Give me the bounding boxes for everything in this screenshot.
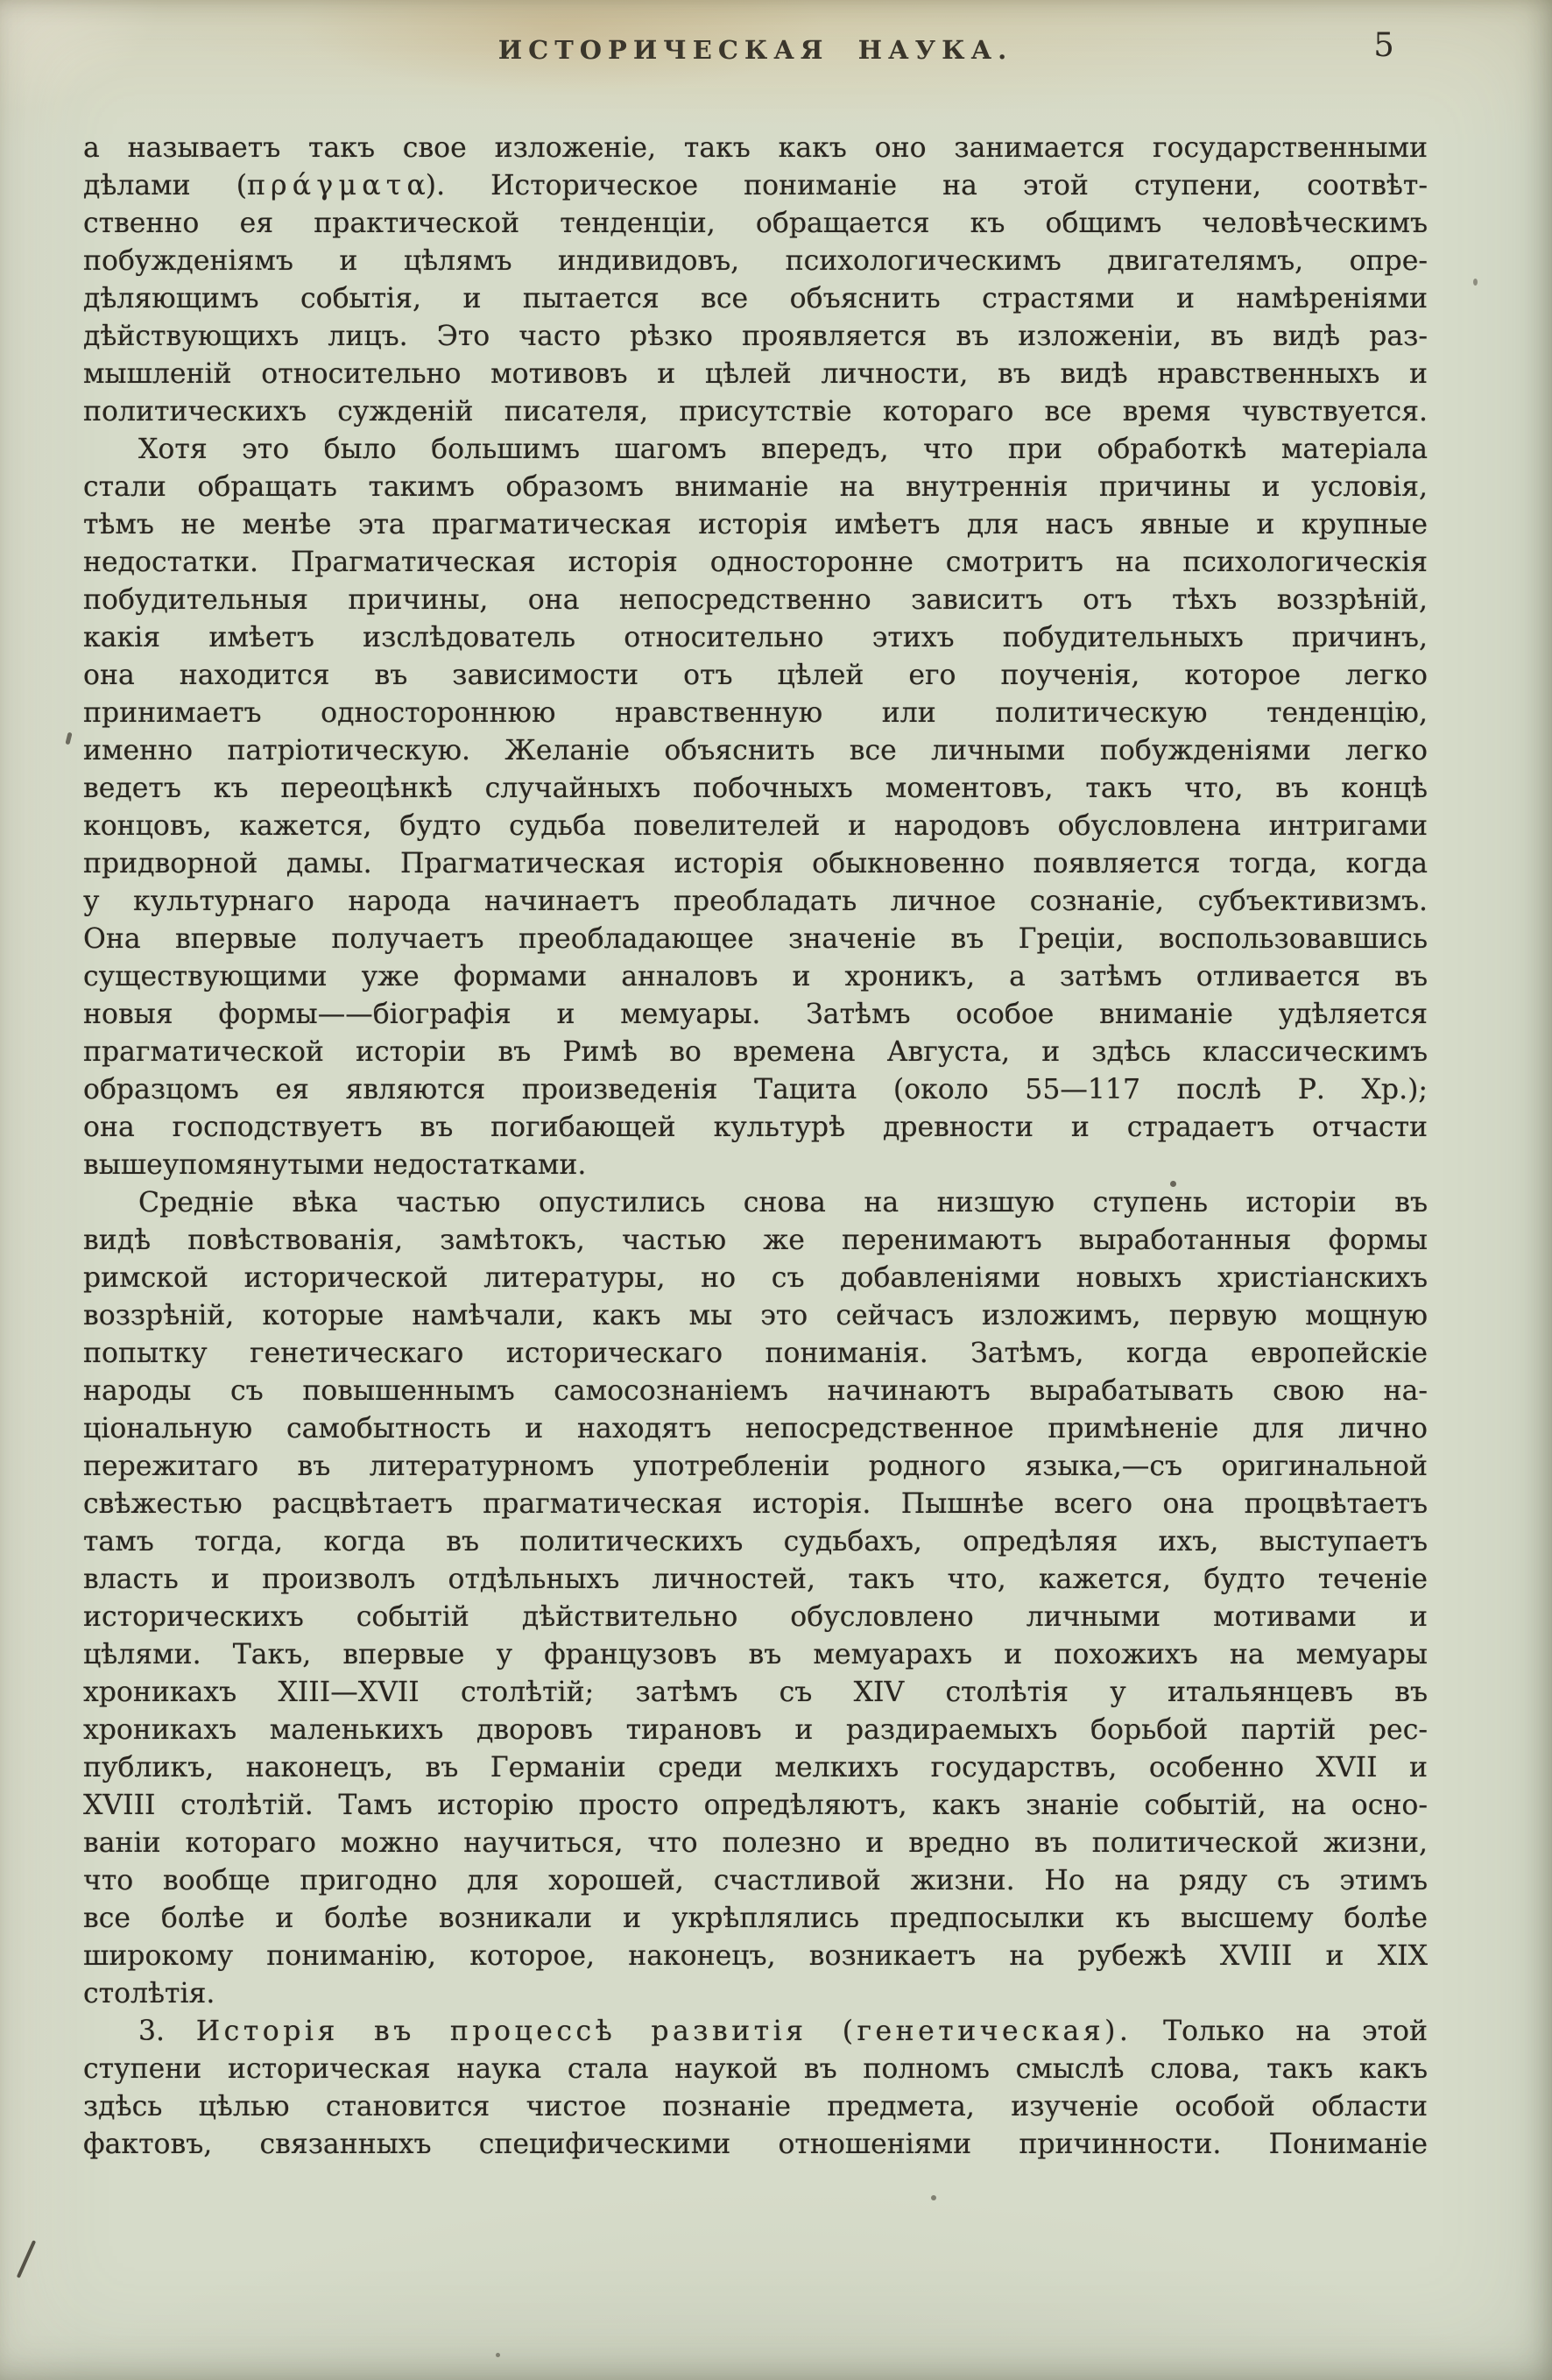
text-line: дѣйствующихъ лицъ. Это часто рѣзко проявляется въ изложеніи, въ видѣ раз- [83, 321, 1428, 352]
text-line: столѣтія. [83, 1978, 215, 2009]
text-line: принимаетъ одностороннюю нравственную или политическую тенденцію, [83, 697, 1428, 729]
text-line: мышленій относительно мотивовъ и цѣлей личности, въ видѣ нравственныхъ и [83, 358, 1428, 390]
text-line: хроникахъ XIII—XVII столѣтій; затѣмъ съ XIV столѣтія у итальянцевъ въ [83, 1677, 1428, 1708]
text-line: существующими уже формами анналовъ и хроникъ, а затѣмъ отливается въ [83, 961, 1428, 992]
text-line: ведетъ къ переоцѣнкѣ случайныхъ побочныхъ моментовъ, такъ что, въ концѣ [83, 773, 1428, 804]
paper-speck [931, 2195, 936, 2200]
text-line: цѣлями. Такъ, впервые у французовъ въ мемуарахъ и похожихъ на мемуары [83, 1639, 1428, 1670]
text-line: попытку генетическаго историческаго пониманія. Затѣмъ, когда европейскіе [83, 1338, 1428, 1369]
text-line: хроникахъ маленькихъ дворовъ тирановъ и раздираемыхъ борьбой партій рес- [83, 1714, 1428, 1746]
text-line: широкому пониманію, которое, наконецъ, возникаетъ на рубежѣ XVIII и XIX [83, 1940, 1428, 1972]
text-line: ваніи котораго можно научиться, что полезно и вредно въ политической жизни, [83, 1827, 1428, 1859]
text-line: придворной дамы. Прагматическая исторія обыкновенно появляется тогда, когда [83, 848, 1428, 879]
text-line: воззрѣній, которые намѣчали, какъ мы это сейчасъ изложимъ, первую мощную [83, 1300, 1428, 1331]
text-line: власть и произволъ отдѣльныхъ личностей, такъ что, кажется, будто теченіе [83, 1564, 1428, 1595]
text-line: дѣляющимъ событія, и пытается все объяснить страстями и намѣреніями [83, 283, 1428, 314]
text-line: фактовъ, связанныхъ специфическими отношеніями причинности. Пониманіе [83, 2129, 1428, 2160]
ink-mark-slash [17, 2240, 36, 2278]
text-line: политическихъ сужденій писателя, присутствіе котораго все время чувствуется. [83, 396, 1428, 427]
text-line: ступени историческая наука стала наукой въ полномъ смыслѣ слова, такъ какъ [83, 2053, 1428, 2085]
text-line: пережитаго въ литературномъ употребленіи родного языка,—съ оригинальной [83, 1451, 1428, 1482]
text-segment: Только на этой [1132, 2016, 1428, 2047]
text-line: стали обращать такимъ образомъ вниманіе на внутреннія причины и условія, [83, 471, 1428, 503]
text-line: именно патріотическую. Желаніе объяснить все личными побужденіями легко [83, 735, 1428, 766]
text-line: видѣ повѣствованія, замѣтокъ, частью же перенимаютъ выработанныя формы [83, 1225, 1428, 1256]
section-heading-emphasis: Исторія въ процессѣ развитія (генетическая). [195, 2016, 1132, 2047]
text-line: все болѣе и болѣе возникали и укрѣплялись предпосылки къ высшему болѣе [83, 1903, 1428, 1934]
text-line: новыя формы——біографія и мемуары. Затѣмъ особое вниманіе удѣляется [83, 999, 1428, 1030]
text-line: у культурнаго народа начинаетъ преобладать личное сознаніе, субъективизмъ. [83, 886, 1428, 917]
text-line: Хотя это было большимъ шагомъ впередъ, что при обработкѣ матеріала [138, 434, 1428, 465]
paper-speck [496, 2353, 500, 2357]
text-line: тамъ тогда, когда въ политическихъ судьбахъ, опредѣляя ихъ, выступаетъ [83, 1526, 1428, 1557]
text-line: публикъ, наконецъ, въ Германіи среди мелкихъ государствъ, особенно XVII и [83, 1752, 1428, 1783]
text-line: концовъ, кажется, будто судьба повелителей и народовъ обусловлена интригами [83, 810, 1428, 842]
text-line: дѣлами (π ρ ά γ μ α τ α). Историческое пониманіе на этой ступени, соотвѣт- [83, 170, 1428, 201]
paragraph [83, 431, 1428, 1184]
paper-speck [1473, 279, 1478, 286]
text-line [83, 2013, 1428, 2051]
paragraph [83, 1184, 1428, 2013]
paragraph [83, 2013, 1428, 2164]
running-head-title: ИСТОРИЧЕСКАЯ НАУКА. [497, 35, 1013, 65]
ink-mark-tick [65, 732, 72, 745]
text-line: побужденіямъ и цѣлямъ индивидовъ, психологическимъ двигателямъ, опре- [83, 245, 1428, 277]
text-line: ственно ея практической тенденціи, обращается къ общимъ человѣческимъ [83, 208, 1428, 239]
text-line: она находится въ зависимости отъ цѣлей его поученія, которое легко [83, 660, 1428, 691]
text-line: тѣмъ не менѣе эта прагматическая исторія имѣетъ для насъ явные и крупные [83, 509, 1428, 540]
text-line: Она впервые получаетъ преобладающее значеніе въ Греціи, воспользовавшись [83, 923, 1428, 955]
text-line: она господствуетъ въ погибающей культурѣ древности и страдаетъ отчасти [83, 1112, 1428, 1143]
text-line: образцомъ ея являются произведенія Тацита (около 55—117 послѣ Р. Хр.); [83, 1074, 1428, 1105]
paragraph [83, 130, 1428, 431]
text-line: недостатки. Прагматическая исторія односторонне смотритъ на психологическія [83, 547, 1428, 578]
text-line: прагматической исторіи въ Римѣ во времена Августа, и здѣсь классическимъ [83, 1036, 1428, 1068]
text-line: историческихъ событій дѣйствительно обусловлено личными мотивами и [83, 1601, 1428, 1633]
text-line: римской исторической литературы, но съ добавленіями новыхъ христіанскихъ [83, 1262, 1428, 1294]
text-line: вышеупомянутыми недостатками. [83, 1149, 587, 1181]
text-line: свѣжестью расцвѣтаетъ прагматическая исторія. Пышнѣе всего она процвѣтаетъ [83, 1488, 1428, 1520]
page-number: 5 [1373, 26, 1394, 64]
text-line: здѣсь цѣлью становится чистое познаніе предмета, изученіе особой области [83, 2091, 1428, 2122]
text-line: побудительныя причины, она непосредственно зависитъ отъ тѣхъ воззрѣній, [83, 584, 1428, 616]
text-line: а называетъ такъ свое изложеніе, такъ какъ оно занимается государственными [83, 132, 1428, 164]
text-line: ціональную самобытность и находятъ непосредственное примѣненіе для лично [83, 1413, 1428, 1444]
text-line: что вообще пригодно для хорошей, счастливой жизни. Но на ряду съ этимъ [83, 1865, 1428, 1896]
text-line: народы съ повышеннымъ самосознаніемъ начинаютъ вырабатывать свою на- [83, 1375, 1428, 1407]
text-line: какія имѣетъ изслѣдователь относительно этихъ побудительныхъ причинъ, [83, 622, 1428, 653]
text-segment: 3. [138, 2016, 196, 2047]
text-block [83, 130, 1428, 2164]
text-line: XVIII столѣтій. Тамъ исторію просто опредѣляютъ, какъ знаніе событій, на осно- [83, 1790, 1428, 1821]
text-line: Средніе вѣка частью опустились снова на низшую ступень исторіи въ [138, 1187, 1428, 1218]
